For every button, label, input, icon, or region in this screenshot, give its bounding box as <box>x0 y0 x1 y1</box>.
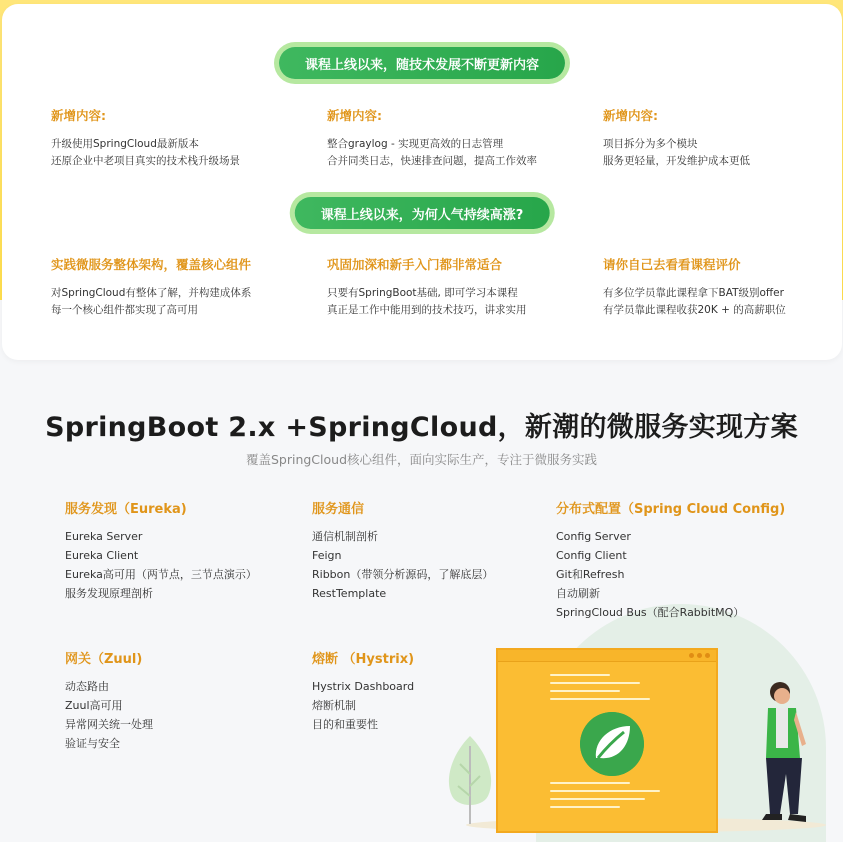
popularity-banner <box>295 197 550 229</box>
topic-block <box>65 498 257 603</box>
update-line: 升级使用SpringCloud最新版本 <box>51 138 199 150</box>
topic-block <box>312 648 414 734</box>
topic-item: Eureka Server <box>65 530 143 543</box>
topic-item: Config Client <box>556 549 627 562</box>
topic-item: Eureka Client <box>65 549 139 562</box>
topic-item: Zuul高可用 <box>65 699 123 712</box>
reason-column <box>51 255 311 319</box>
topic-item: 目的和重要性 <box>312 718 378 731</box>
topic-heading: 服务发现（Eureka) <box>65 502 187 517</box>
topic-item: 异常网关统一处理 <box>65 718 153 731</box>
page-subtitle: 覆盖SpringCloud核心组件，面向实际生产，专注于微服务实践 <box>245 452 598 467</box>
topic-heading: 熔断 （Hystrix) <box>312 652 415 667</box>
topic-heading: 分布式配置（Spring Cloud Config) <box>556 502 786 517</box>
topic-block <box>65 648 153 753</box>
topic-item: Feign <box>312 549 342 562</box>
spring-leaf-icon <box>580 712 644 776</box>
person-illustration <box>752 678 822 830</box>
topic-item: 验证与安全 <box>65 737 120 750</box>
topic-item: 服务发现原理剖析 <box>65 587 153 600</box>
update-heading: 新增内容: <box>51 108 106 123</box>
reason-heading: 实践微服务整体架构，覆盖核心组件 <box>51 257 252 272</box>
update-column <box>51 106 311 170</box>
topic-item: SpringCloud Bus（配合RabbitMQ） <box>556 606 745 619</box>
topic-item: 通信机制剖析 <box>312 530 378 543</box>
topic-item: Git和Refresh <box>556 568 625 581</box>
updates-card <box>2 4 842 360</box>
page-title: SpringBoot 2.x +SpringCloud，新潮的微服务实现方案 <box>45 412 798 443</box>
reason-line: 只要有SpringBoot基础, 即可学习本课程 <box>327 287 518 299</box>
update-column <box>603 106 843 170</box>
reason-line: 有多位学员靠此课程拿下BAT级别offer <box>603 287 784 299</box>
reason-line: 每一个核心组件都实现了高可用 <box>51 304 198 316</box>
update-line: 整合graylog - 实现更高效的日志管理 <box>327 138 504 150</box>
reason-column <box>327 255 587 319</box>
browser-titlebar <box>498 650 716 662</box>
topic-item: RestTemplate <box>312 587 387 600</box>
update-banner <box>279 47 565 79</box>
popularity-banner-label: 课程上线以来，为何人气持续高涨? <box>295 197 550 229</box>
topic-item: Hystrix Dashboard <box>312 680 415 693</box>
update-line: 服务更轻量，开发维护成本更低 <box>603 155 750 167</box>
topic-item: 自动刷新 <box>556 587 600 600</box>
topic-item: Config Server <box>556 530 631 543</box>
topic-heading: 服务通信 <box>312 502 365 517</box>
topic-block <box>556 498 785 622</box>
topic-item: 熔断机制 <box>312 699 356 712</box>
tree-icon <box>442 734 498 826</box>
reason-heading: 巩固加深和新手入门都非常适合 <box>327 257 503 272</box>
update-line: 还原企业中老项目真实的技术栈升级场景 <box>51 155 240 167</box>
update-heading: 新增内容: <box>603 108 658 123</box>
reason-heading: 请你自己去看看课程评价 <box>603 257 741 272</box>
topic-item: Ribbon（带领分析源码，了解底层） <box>312 568 494 581</box>
update-line: 合并同类日志，快速排查问题，提高工作效率 <box>327 155 537 167</box>
update-column <box>327 106 587 170</box>
update-heading: 新增内容: <box>327 108 382 123</box>
topic-heading: 网关（Zuul) <box>65 652 143 667</box>
topic-item: 动态路由 <box>65 680 109 693</box>
update-line: 项目拆分为多个模块 <box>603 138 698 150</box>
topic-block <box>312 498 493 603</box>
reason-column <box>603 255 843 319</box>
update-banner-label: 课程上线以来，随技术发展不断更新内容 <box>279 47 565 79</box>
topic-item: Eureka高可用（两节点，三节点演示） <box>65 568 257 581</box>
reason-line: 对SpringCloud有整体了解，并构建成体系 <box>51 287 252 299</box>
reason-line: 有学员靠此课程收获20K + 的高薪职位 <box>603 304 786 316</box>
reason-line: 真正是工作中能用到的技术技巧，讲求实用 <box>327 304 527 316</box>
